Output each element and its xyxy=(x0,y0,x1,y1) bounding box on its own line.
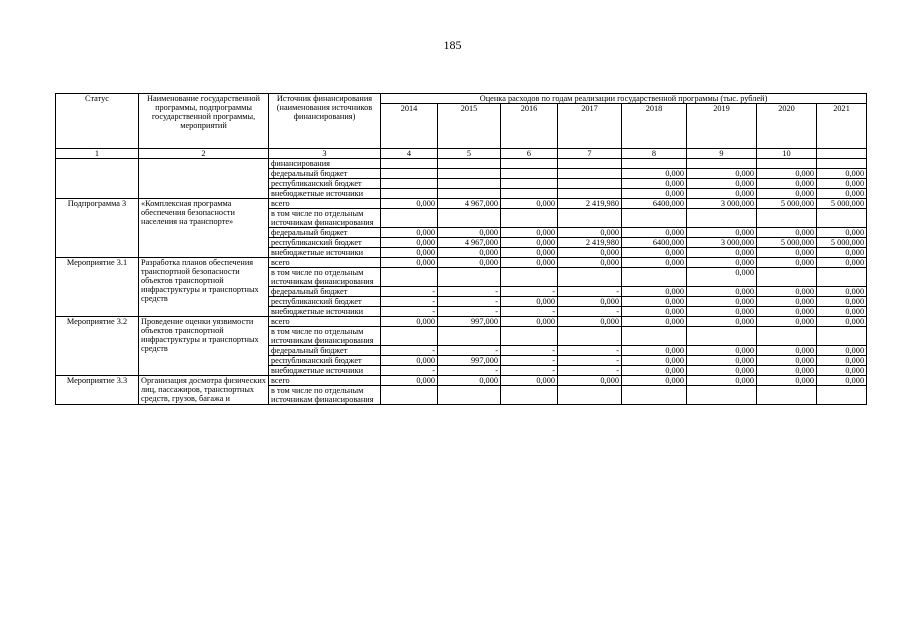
value-cell: 0,000 xyxy=(757,356,817,366)
value-cell xyxy=(438,169,501,179)
value-cell xyxy=(501,189,558,199)
value-cell xyxy=(558,159,622,169)
value-cell xyxy=(438,386,501,405)
row-name: Проведение оценки уязвимости объектов транспортной инфраструктуры и транспортных средств xyxy=(139,317,269,376)
value-cell: 0,000 xyxy=(817,179,867,189)
value-cell xyxy=(438,189,501,199)
value-cell xyxy=(817,209,867,228)
header-year: 2019 xyxy=(687,104,757,149)
row-source: внебюджетные источники xyxy=(269,307,381,317)
value-cell: 997,000 xyxy=(438,356,501,366)
value-cell: 0,000 xyxy=(687,268,757,287)
value-cell: 0,000 xyxy=(622,189,687,199)
value-cell: - xyxy=(558,356,622,366)
value-cell: 6400,000 xyxy=(622,199,687,209)
value-cell: 0,000 xyxy=(817,189,867,199)
value-cell: 0,000 xyxy=(687,346,757,356)
value-cell: - xyxy=(381,287,438,297)
value-cell: 0,000 xyxy=(817,356,867,366)
table-body xyxy=(56,159,867,405)
value-cell xyxy=(687,386,757,405)
column-number: 4 xyxy=(381,149,438,159)
value-cell: 0,000 xyxy=(817,307,867,317)
value-cell xyxy=(817,268,867,287)
value-cell: 0,000 xyxy=(501,228,558,238)
value-cell: 0,000 xyxy=(687,317,757,327)
value-cell: 0,000 xyxy=(381,376,438,386)
value-cell: 0,000 xyxy=(757,248,817,258)
value-cell: 0,000 xyxy=(687,179,757,189)
value-cell xyxy=(558,327,622,346)
value-cell: - xyxy=(381,307,438,317)
value-cell xyxy=(622,159,687,169)
value-cell: 0,000 xyxy=(438,248,501,258)
value-cell: 0,000 xyxy=(381,248,438,258)
value-cell: 0,000 xyxy=(687,356,757,366)
value-cell xyxy=(381,159,438,169)
page-number: 185 xyxy=(443,38,462,52)
column-number: 10 xyxy=(757,149,817,159)
value-cell: 0,000 xyxy=(757,189,817,199)
value-cell xyxy=(558,189,622,199)
value-cell: 0,000 xyxy=(757,376,817,386)
value-cell: 0,000 xyxy=(622,346,687,356)
row-source: федеральный бюджет xyxy=(269,346,381,356)
table-row xyxy=(56,199,867,209)
row-status: Мероприятие 3.3 xyxy=(56,376,139,405)
value-cell: - xyxy=(558,287,622,297)
header-year: 2016 xyxy=(501,104,558,149)
row-source: внебюджетные источники xyxy=(269,366,381,376)
row-status: Подпрограмма 3 xyxy=(56,199,139,258)
value-cell: - xyxy=(558,346,622,356)
value-cell: 0,000 xyxy=(381,228,438,238)
value-cell: - xyxy=(381,346,438,356)
value-cell: 0,000 xyxy=(622,287,687,297)
header-year: 2015 xyxy=(438,104,501,149)
value-cell xyxy=(558,386,622,405)
row-status xyxy=(56,159,139,199)
value-cell: 0,000 xyxy=(757,169,817,179)
value-cell: 0,000 xyxy=(501,258,558,268)
value-cell: - xyxy=(501,287,558,297)
value-cell: 0,000 xyxy=(558,248,622,258)
value-cell: 0,000 xyxy=(757,287,817,297)
value-cell: 2 419,980 xyxy=(558,199,622,209)
value-cell xyxy=(687,327,757,346)
value-cell xyxy=(622,209,687,228)
value-cell: 0,000 xyxy=(501,238,558,248)
value-cell: 0,000 xyxy=(757,258,817,268)
value-cell: 5 000,000 xyxy=(757,238,817,248)
header-year: 2014 xyxy=(381,104,438,149)
value-cell: - xyxy=(501,356,558,366)
header-estimate: Оценка расходов по годам реализации государственной программы (тыс. рублей) xyxy=(381,94,867,104)
table-row xyxy=(56,317,867,327)
value-cell xyxy=(381,327,438,346)
value-cell: 0,000 xyxy=(622,366,687,376)
table-row xyxy=(56,159,867,169)
value-cell: 0,000 xyxy=(501,317,558,327)
value-cell: 0,000 xyxy=(687,248,757,258)
value-cell xyxy=(381,179,438,189)
value-cell xyxy=(381,209,438,228)
value-cell: - xyxy=(501,346,558,356)
value-cell xyxy=(757,268,817,287)
value-cell: - xyxy=(381,297,438,307)
value-cell xyxy=(687,159,757,169)
value-cell: - xyxy=(438,287,501,297)
value-cell: 0,000 xyxy=(817,258,867,268)
value-cell: - xyxy=(438,346,501,356)
value-cell: 0,000 xyxy=(687,366,757,376)
row-source: всего xyxy=(269,376,381,386)
value-cell xyxy=(558,209,622,228)
value-cell: 0,000 xyxy=(558,297,622,307)
value-cell: 0,000 xyxy=(687,169,757,179)
row-source: внебюджетные источники xyxy=(269,189,381,199)
row-source: всего xyxy=(269,258,381,268)
value-cell: 0,000 xyxy=(622,179,687,189)
column-number: 7 xyxy=(558,149,622,159)
value-cell: 0,000 xyxy=(817,228,867,238)
value-cell xyxy=(381,386,438,405)
value-cell xyxy=(622,386,687,405)
value-cell: 0,000 xyxy=(622,317,687,327)
value-cell: 0,000 xyxy=(558,376,622,386)
value-cell xyxy=(757,159,817,169)
value-cell: 3 000,000 xyxy=(687,199,757,209)
value-cell xyxy=(501,179,558,189)
value-cell: 0,000 xyxy=(687,376,757,386)
value-cell: 0,000 xyxy=(558,228,622,238)
value-cell xyxy=(501,386,558,405)
row-source: федеральный бюджет xyxy=(269,228,381,238)
row-source: всего xyxy=(269,199,381,209)
value-cell: 0,000 xyxy=(381,356,438,366)
row-source: финансирования xyxy=(269,159,381,169)
value-cell xyxy=(757,209,817,228)
value-cell xyxy=(817,386,867,405)
column-number: 6 xyxy=(501,149,558,159)
value-cell: 0,000 xyxy=(817,366,867,376)
row-source: в том числе по отдельным источникам финансирования xyxy=(269,268,381,287)
value-cell: 0,000 xyxy=(757,228,817,238)
row-source: республиканский бюджет xyxy=(269,179,381,189)
value-cell xyxy=(817,327,867,346)
row-source: республиканский бюджет xyxy=(269,238,381,248)
value-cell: 0,000 xyxy=(757,317,817,327)
value-cell: 0,000 xyxy=(757,366,817,376)
value-cell: 0,000 xyxy=(817,169,867,179)
value-cell: 0,000 xyxy=(817,346,867,356)
value-cell xyxy=(501,159,558,169)
value-cell: 0,000 xyxy=(622,258,687,268)
row-source: республиканский бюджет xyxy=(269,297,381,307)
value-cell: 0,000 xyxy=(687,189,757,199)
column-number: 2 xyxy=(139,149,269,159)
value-cell: 0,000 xyxy=(501,376,558,386)
value-cell: 0,000 xyxy=(817,376,867,386)
value-cell: - xyxy=(438,297,501,307)
value-cell: 3 000,000 xyxy=(687,238,757,248)
row-status: Мероприятие 3.2 xyxy=(56,317,139,376)
value-cell: - xyxy=(438,366,501,376)
value-cell: 0,000 xyxy=(558,258,622,268)
value-cell xyxy=(381,189,438,199)
value-cell: 0,000 xyxy=(381,199,438,209)
value-cell: 0,000 xyxy=(622,356,687,366)
value-cell: - xyxy=(558,307,622,317)
value-cell xyxy=(687,209,757,228)
header-name: Наименование государственной программы, подпрограммы государственной программы, мероприятий xyxy=(139,94,269,149)
value-cell: 4 967,000 xyxy=(438,238,501,248)
value-cell: 0,000 xyxy=(381,258,438,268)
value-cell: 0,000 xyxy=(622,248,687,258)
value-cell: - xyxy=(501,366,558,376)
value-cell: 0,000 xyxy=(687,228,757,238)
value-cell xyxy=(381,169,438,179)
column-number: 5 xyxy=(438,149,501,159)
value-cell xyxy=(438,159,501,169)
row-name: Разработка планов обеспечения транспортной безопасности объектов транспортной инфраструктуры и транспортных средств xyxy=(139,258,269,317)
table-row xyxy=(56,376,867,386)
value-cell: 5 000,000 xyxy=(757,199,817,209)
value-cell xyxy=(438,268,501,287)
value-cell: 0,000 xyxy=(622,376,687,386)
value-cell: - xyxy=(501,307,558,317)
row-source: республиканский бюджет xyxy=(269,356,381,366)
row-name: Организация досмотра физических лиц, пассажиров, транспортных средств, грузов, багажа и xyxy=(139,376,269,405)
value-cell: 0,000 xyxy=(438,228,501,238)
value-cell xyxy=(558,179,622,189)
value-cell xyxy=(558,268,622,287)
value-cell: 0,000 xyxy=(501,248,558,258)
column-number: 8 xyxy=(622,149,687,159)
row-status: Мероприятие 3.1 xyxy=(56,258,139,317)
header-year: 2017 xyxy=(558,104,622,149)
header-source: Источник финансирования (наименования источников финансирования) xyxy=(269,94,381,149)
value-cell xyxy=(501,169,558,179)
value-cell: 0,000 xyxy=(438,258,501,268)
value-cell: 0,000 xyxy=(687,287,757,297)
value-cell: 6400,000 xyxy=(622,238,687,248)
value-cell: 4 967,000 xyxy=(438,199,501,209)
value-cell: 0,000 xyxy=(501,297,558,307)
value-cell: 0,000 xyxy=(687,258,757,268)
value-cell: 0,000 xyxy=(558,317,622,327)
value-cell: 0,000 xyxy=(757,307,817,317)
value-cell: 0,000 xyxy=(622,307,687,317)
value-cell: 0,000 xyxy=(687,307,757,317)
value-cell xyxy=(501,268,558,287)
row-name xyxy=(139,159,269,199)
value-cell: 0,000 xyxy=(817,317,867,327)
header-status: Статус xyxy=(56,94,139,149)
value-cell: 0,000 xyxy=(501,199,558,209)
value-cell: 0,000 xyxy=(757,346,817,356)
value-cell: 5 000,000 xyxy=(817,238,867,248)
header-year: 2020 xyxy=(757,104,817,149)
row-source: всего xyxy=(269,317,381,327)
column-number: 1 xyxy=(56,149,139,159)
row-source: в том числе по отдельным источникам финансирования xyxy=(269,386,381,405)
value-cell xyxy=(622,268,687,287)
value-cell: 0,000 xyxy=(622,297,687,307)
row-source: федеральный бюджет xyxy=(269,169,381,179)
value-cell: 0,000 xyxy=(817,297,867,307)
value-cell xyxy=(381,268,438,287)
row-source: внебюджетные источники xyxy=(269,248,381,258)
value-cell: - xyxy=(558,366,622,376)
value-cell: - xyxy=(381,366,438,376)
value-cell: - xyxy=(438,307,501,317)
value-cell: 0,000 xyxy=(757,297,817,307)
value-cell: 0,000 xyxy=(622,169,687,179)
value-cell: 0,000 xyxy=(381,238,438,248)
row-source: в том числе по отдельным источникам финансирования xyxy=(269,209,381,228)
column-number: 9 xyxy=(687,149,757,159)
budget-table xyxy=(55,93,867,405)
value-cell xyxy=(438,179,501,189)
value-cell: 0,000 xyxy=(622,228,687,238)
column-number: 3 xyxy=(269,149,381,159)
value-cell xyxy=(438,327,501,346)
row-source: федеральный бюджет xyxy=(269,287,381,297)
value-cell xyxy=(501,209,558,228)
header-year: 2021 xyxy=(817,104,867,149)
value-cell: 0,000 xyxy=(817,248,867,258)
value-cell xyxy=(438,209,501,228)
value-cell xyxy=(757,327,817,346)
value-cell: 2 419,980 xyxy=(558,238,622,248)
value-cell xyxy=(622,327,687,346)
row-name: «Комплексная программа обеспечения безопасности населения на транспорте» xyxy=(139,199,269,258)
value-cell xyxy=(501,327,558,346)
value-cell: 0,000 xyxy=(757,179,817,189)
value-cell xyxy=(558,169,622,179)
value-cell: 0,000 xyxy=(381,317,438,327)
value-cell: 0,000 xyxy=(817,287,867,297)
column-number-row xyxy=(56,149,867,159)
row-source: в том числе по отдельным источникам финансирования xyxy=(269,327,381,346)
value-cell xyxy=(757,386,817,405)
table-row xyxy=(56,258,867,268)
value-cell: 997,000 xyxy=(438,317,501,327)
value-cell: 0,000 xyxy=(438,376,501,386)
value-cell: 5 000,000 xyxy=(817,199,867,209)
value-cell xyxy=(817,159,867,169)
column-number xyxy=(817,149,867,159)
header-year: 2018 xyxy=(622,104,687,149)
value-cell: 0,000 xyxy=(687,297,757,307)
